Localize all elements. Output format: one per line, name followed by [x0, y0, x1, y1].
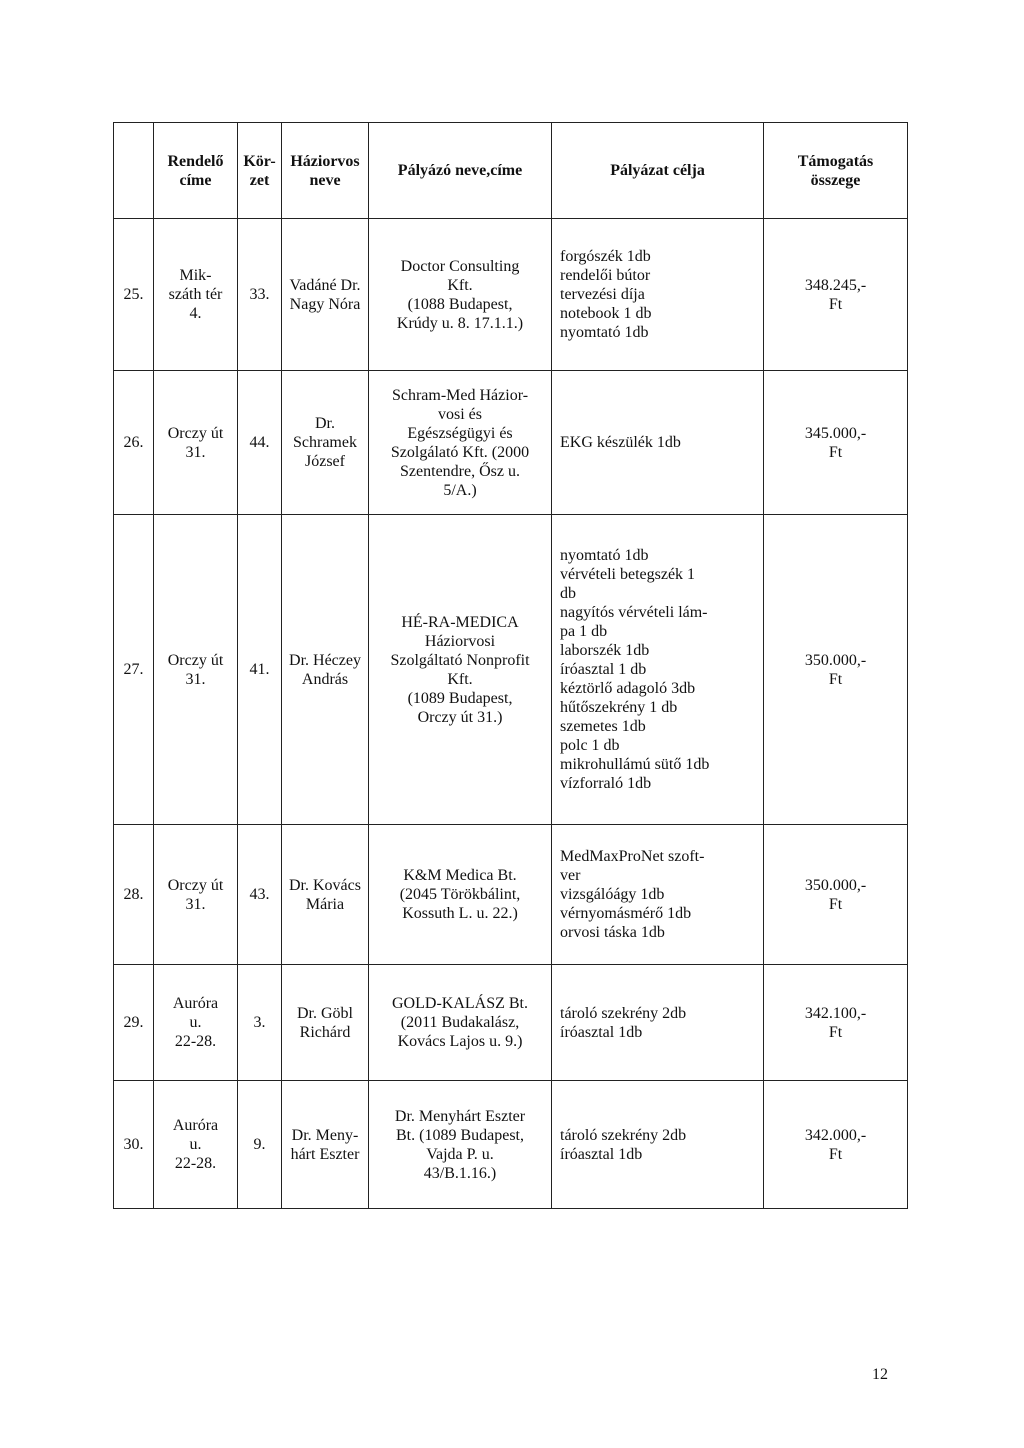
header-korzet: Kör- zet — [238, 123, 282, 219]
row-number: 26. — [114, 371, 154, 515]
palyazat-celja: nyomtató 1db vérvételi betegszék 1 db nagyítós vérvételi lám- pa 1 db laborszék 1db íróasztal 1 db kéztörlő adagoló 3db hűtőszekrény 1 db szemetes 1db polc 1 db mikrohullámú sütő 1db vízforraló 1db — [552, 515, 764, 825]
header-rendelo: Rendelő címe — [154, 123, 238, 219]
korzet: 44. — [238, 371, 282, 515]
palyazo-neve-cime: HÉ-RA-MEDICA Háziorvosi Szolgáltató Nonprofit Kft. (1089 Budapest, Orczy út 31.) — [369, 515, 552, 825]
palyazo-neve-cime: GOLD-KALÁSZ Bt. (2011 Budakalász, Kovács Lajos u. 9.) — [369, 965, 552, 1081]
page-number: 12 — [872, 1366, 888, 1383]
palyazo-neve-cime: Doctor Consulting Kft. (1088 Budapest, Krúdy u. 8. 17.1.1.) — [369, 219, 552, 371]
header-palyazo: Pályázó neve,címe — [369, 123, 552, 219]
row-number: 30. — [114, 1081, 154, 1209]
rendelo-cime: Orczy út 31. — [154, 825, 238, 965]
table-row — [114, 219, 908, 371]
rendelo-cime: Orczy út 31. — [154, 371, 238, 515]
header-haziorvos: Háziorvos neve — [282, 123, 369, 219]
palyazo-neve-cime: Schram-Med Házior- vosi és Egészségügyi és Szolgálató Kft. (2000 Szentendre, Ősz u. 5/A.) — [369, 371, 552, 515]
haziorvos-neve: Dr. Kovács Mária — [282, 825, 369, 965]
table-row — [114, 515, 908, 825]
korzet: 41. — [238, 515, 282, 825]
korzet: 9. — [238, 1081, 282, 1209]
palyazat-celja: EKG készülék 1db — [552, 371, 764, 515]
korzet: 43. — [238, 825, 282, 965]
grant-table — [113, 122, 908, 1209]
korzet: 3. — [238, 965, 282, 1081]
tamogatas-osszege: 342.100,- Ft — [764, 965, 908, 1081]
tamogatas-osszege: 348.245,- Ft — [764, 219, 908, 371]
header-tamogatas: Támogatás összege — [764, 123, 908, 219]
palyazat-celja: forgószék 1db rendelői bútor tervezési díja notebook 1 db nyomtató 1db — [552, 219, 764, 371]
header-cel: Pályázat célja — [552, 123, 764, 219]
rendelo-cime: Auróra u. 22-28. — [154, 965, 238, 1081]
rendelo-cime: Mik- száth tér 4. — [154, 219, 238, 371]
table-header-row — [114, 123, 908, 219]
tamogatas-osszege: 342.000,- Ft — [764, 1081, 908, 1209]
rendelo-cime: Auróra u. 22-28. — [154, 1081, 238, 1209]
rendelo-cime: Orczy út 31. — [154, 515, 238, 825]
table-row — [114, 965, 908, 1081]
palyazo-neve-cime: K&M Medica Bt. (2045 Törökbálint, Kossuth L. u. 22.) — [369, 825, 552, 965]
haziorvos-neve: Vadáné Dr. Nagy Nóra — [282, 219, 369, 371]
haziorvos-neve: Dr. Meny- hárt Eszter — [282, 1081, 369, 1209]
row-number: 27. — [114, 515, 154, 825]
table-row — [114, 371, 908, 515]
header-number — [114, 123, 154, 219]
tamogatas-osszege: 350.000,- Ft — [764, 825, 908, 965]
row-number: 28. — [114, 825, 154, 965]
haziorvos-neve: Dr. Schramek József — [282, 371, 369, 515]
palyazat-celja: tároló szekrény 2db íróasztal 1db — [552, 965, 764, 1081]
korzet: 33. — [238, 219, 282, 371]
row-number: 25. — [114, 219, 154, 371]
palyazat-celja: MedMaxProNet szoft- ver vizsgálóágy 1db vérnyomásmérő 1db orvosi táska 1db — [552, 825, 764, 965]
haziorvos-neve: Dr. Héczey András — [282, 515, 369, 825]
palyazo-neve-cime: Dr. Menyhárt Eszter Bt. (1089 Budapest, Vajda P. u. 43/B.1.16.) — [369, 1081, 552, 1209]
palyazat-celja: tároló szekrény 2db íróasztal 1db — [552, 1081, 764, 1209]
tamogatas-osszege: 345.000,- Ft — [764, 371, 908, 515]
row-number: 29. — [114, 965, 154, 1081]
haziorvos-neve: Dr. Göbl Richárd — [282, 965, 369, 1081]
table-row — [114, 825, 908, 965]
table-row — [114, 1081, 908, 1209]
tamogatas-osszege: 350.000,- Ft — [764, 515, 908, 825]
